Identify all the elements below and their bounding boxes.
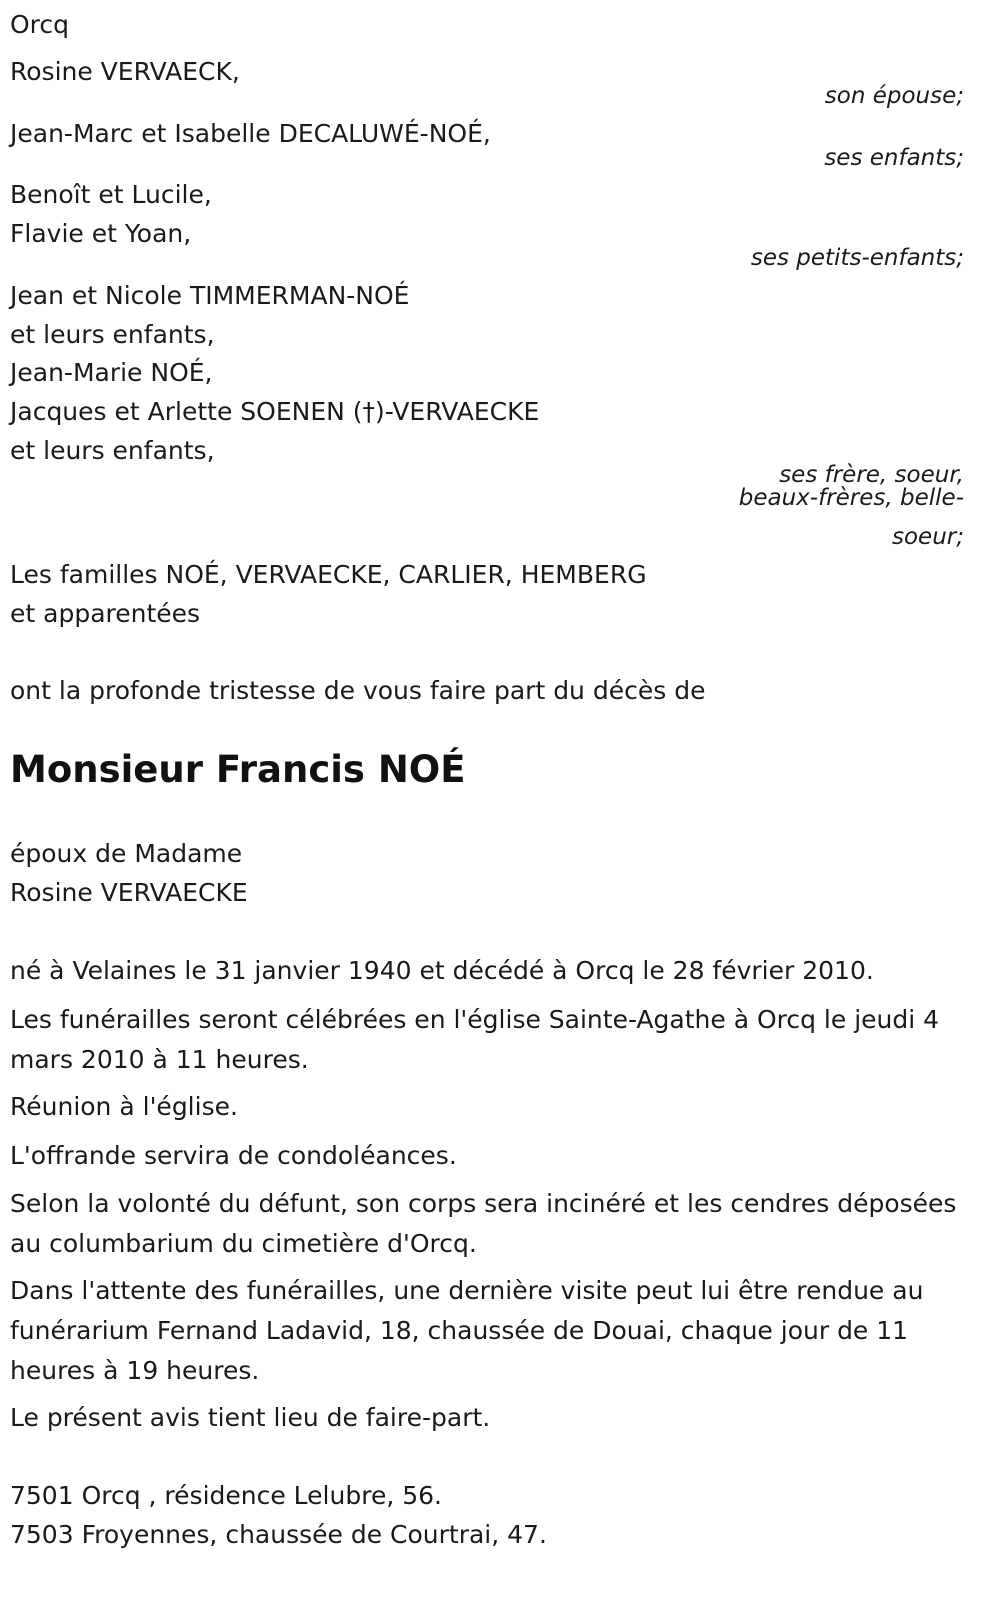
siblings-line-4: Jacques et Arlette SOENEN (†)-VERVAECKE bbox=[10, 397, 540, 426]
deceased-name: Monsieur Francis NOÉ bbox=[10, 748, 466, 791]
families-line-1: Les familles NOÉ, VERVAECKE, CARLIER, HEMBERG bbox=[10, 560, 647, 589]
siblings-relation-line-3: soeur; bbox=[892, 524, 964, 550]
grandchildren-line-1: Benoît et Lucile, bbox=[10, 180, 212, 209]
spouse-relation: son épouse; bbox=[824, 83, 964, 109]
siblings-line-3: Jean-Marie NOÉ, bbox=[10, 358, 213, 387]
cremation-details: Selon la volonté du défunt, son corps sera incinéré et les cendres déposées au columbarium du cimetière d'Orcq. bbox=[10, 1189, 957, 1258]
siblings-relation-line-1: ses frère, soeur, bbox=[779, 462, 964, 488]
siblings-line-2: et leurs enfants, bbox=[10, 320, 215, 349]
children-name: Jean-Marc et Isabelle DECALUWÉ-NOÉ, bbox=[10, 119, 491, 148]
offering-details: L'offrande servira de condoléances. bbox=[10, 1141, 457, 1170]
notice-text: Le présent avis tient lieu de faire-part. bbox=[10, 1403, 491, 1432]
spouse-name: Rosine VERVAECK, bbox=[10, 57, 240, 86]
siblings-relation-line-2: beaux-frères, belle- bbox=[738, 485, 964, 511]
meeting-details: Réunion à l'église. bbox=[10, 1092, 238, 1121]
children-relation: ses enfants; bbox=[824, 145, 964, 171]
announcement-text: ont la profonde tristesse de vous faire part du décès de bbox=[10, 676, 706, 705]
visit-details: Dans l'attente des funérailles, une dernière visite peut lui être rendue au funérarium Fernand Ladavid, 18, chaussée de Douai, chaque jour de 11 heures à 19 heures. bbox=[10, 1276, 924, 1385]
address-line-2: 7503 Froyennes, chaussée de Courtrai, 47. bbox=[10, 1520, 547, 1549]
birth-death-details: né à Velaines le 31 janvier 1940 et décédé à Orcq le 28 février 2010. bbox=[10, 956, 874, 985]
families-line-2: et apparentées bbox=[10, 599, 201, 628]
place-header: Orcq bbox=[10, 10, 70, 39]
spouse-of-line-2: Rosine VERVAECKE bbox=[10, 878, 248, 907]
siblings-line-5: et leurs enfants, bbox=[10, 436, 215, 465]
spouse-of-line-1: époux de Madame bbox=[10, 839, 243, 868]
funeral-details: Les funérailles seront célébrées en l'église Sainte-Agathe à Orcq le jeudi 4 mars 2010 à 11 heures. bbox=[10, 1005, 940, 1074]
siblings-line-1: Jean et Nicole TIMMERMAN-NOÉ bbox=[10, 281, 410, 310]
grandchildren-line-2: Flavie et Yoan, bbox=[10, 219, 192, 248]
address-line-1: 7501 Orcq , résidence Lelubre, 56. bbox=[10, 1481, 442, 1510]
grandchildren-relation: ses petits-enfants; bbox=[750, 245, 964, 271]
